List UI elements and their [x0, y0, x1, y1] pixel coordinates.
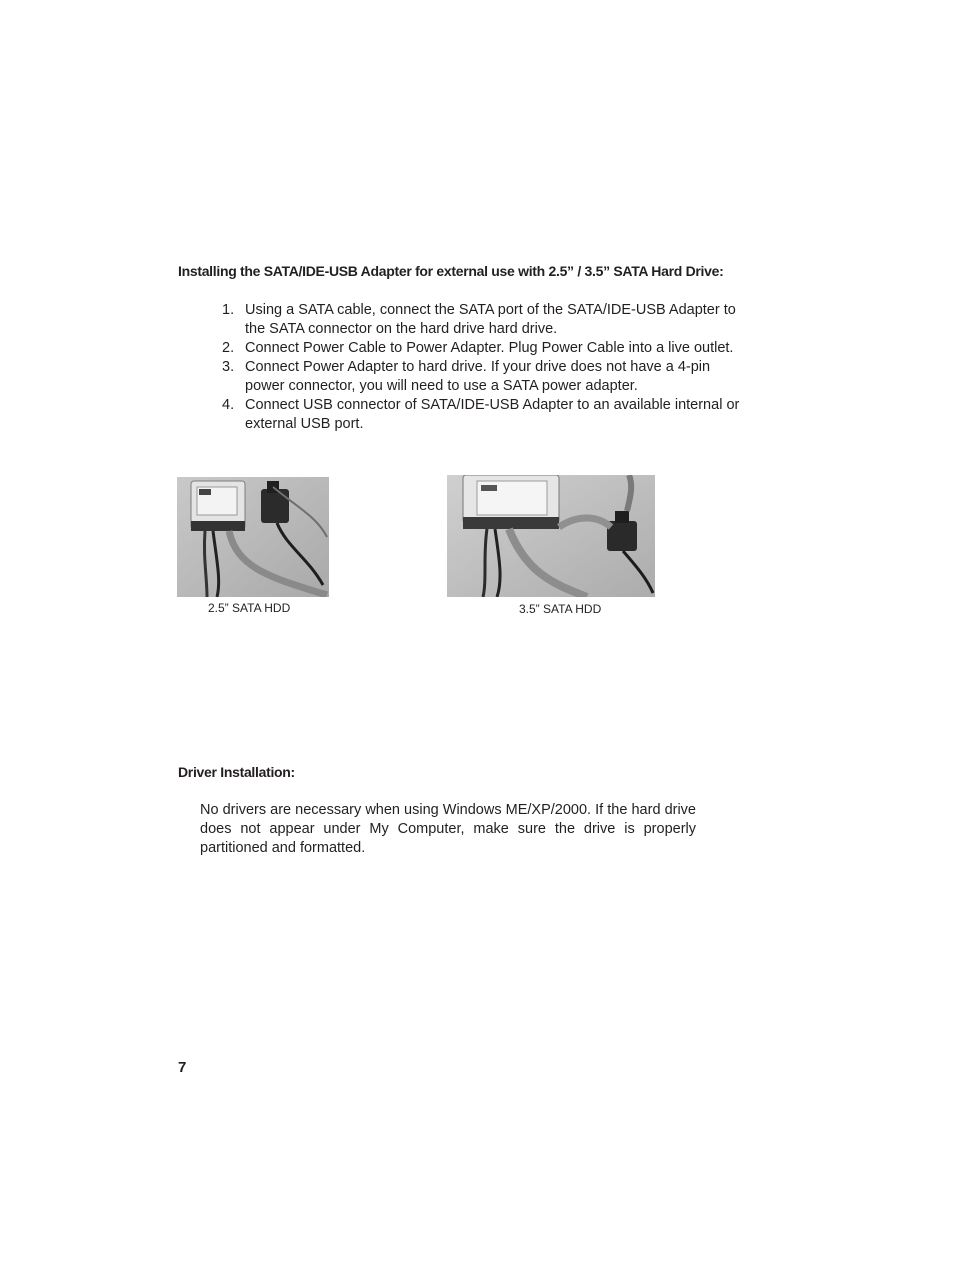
page-number: 7: [178, 1059, 187, 1076]
photo-2-5-sata-hdd: [177, 477, 329, 597]
list-item: [222, 301, 742, 339]
figure-caption: 2.5” SATA HDD: [208, 601, 291, 615]
step-number: 3.: [222, 359, 235, 375]
hdd-photo-illustration: [447, 475, 655, 597]
step-text: Connect Power Adapter to hard drive. If your drive does not have a 4-pin power connector, you will need to use a SATA power adapter.: [245, 359, 711, 394]
figure-caption: 3.5” SATA HDD: [519, 602, 602, 616]
photo-3-5-sata-hdd: [447, 475, 655, 597]
section-title: Installing the SATA/IDE-USB Adapter for external use with 2.5” / 3.5” SATA Hard Drive:: [178, 263, 724, 279]
step-number: 2.: [222, 340, 235, 356]
step-text: Connect USB connector of SATA/IDE-USB Adapter to an available internal or external USB port.: [245, 397, 740, 432]
list-item: [222, 339, 742, 358]
step-number: 4.: [222, 397, 235, 413]
installation-steps: [222, 301, 742, 434]
driver-installation-text: No drivers are necessary when using Windows ME/XP/2000. If the hard drive does not appear under My Computer, make sure the drive is properly partitioned and formatted.: [200, 802, 696, 856]
step-text: Using a SATA cable, connect the SATA port of the SATA/IDE-USB Adapter to the SATA connector on the hard drive hard drive.: [245, 302, 736, 337]
list-item: [222, 358, 742, 396]
driver-installation-title: Driver Installation:: [178, 764, 295, 780]
step-text: Connect Power Cable to Power Adapter. Plug Power Cable into a live outlet.: [245, 340, 734, 356]
step-number: 1.: [222, 302, 235, 318]
hdd-photo-illustration: [177, 477, 329, 597]
list-item: [222, 396, 742, 434]
